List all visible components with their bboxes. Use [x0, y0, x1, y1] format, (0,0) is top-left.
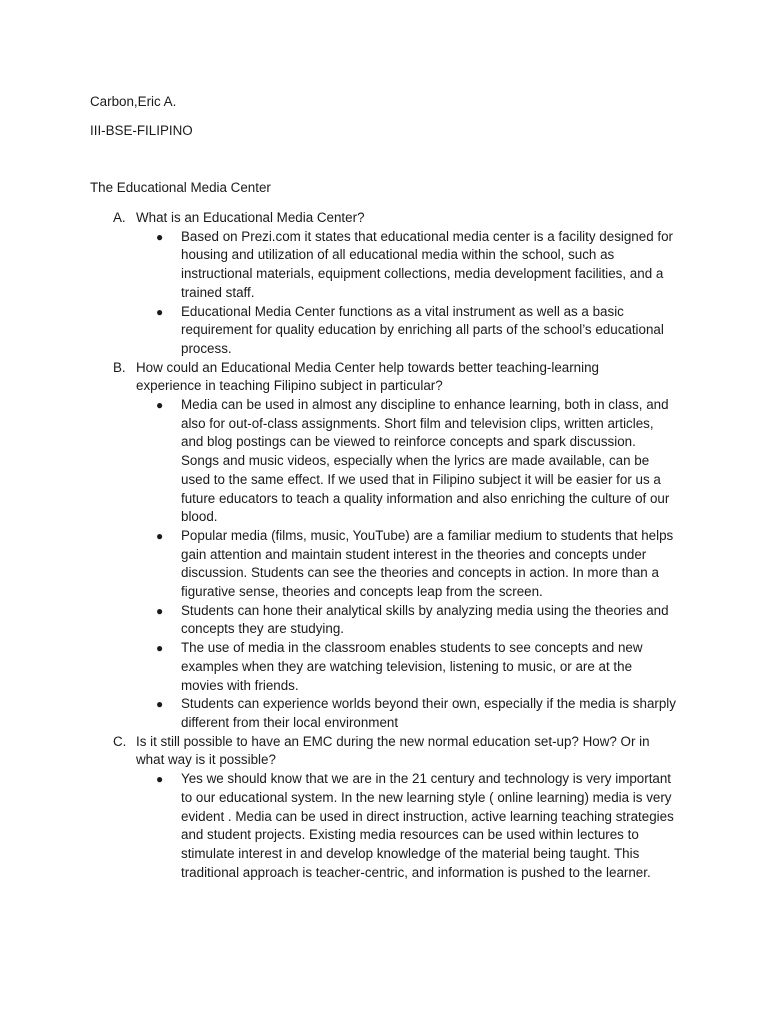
answer-text: Popular media (films, music, YouTube) are a familiar medium to students that helps gain attention and maintain student interest in the theories and concepts under discussion. Students can see the theories and concepts in action. In more than a figurative sense, theories and concepts leap from the screen. — [181, 527, 674, 600]
answer-bullet-list — [136, 396, 676, 733]
bullet-icon: ● — [156, 603, 164, 618]
answer-bullet — [156, 695, 676, 732]
answer-bullet — [156, 396, 676, 527]
answer-text: The use of media in the classroom enables students to see concepts and new examples when they are watching television, listening to music, or are at the movies with friends. — [181, 640, 643, 693]
course-label: III-BSE-FILIPINO — [90, 123, 193, 138]
answer-bullet — [156, 303, 676, 359]
answer-bullet — [156, 527, 676, 602]
bullet-icon: ● — [156, 398, 164, 413]
answer-text: Students can experience worlds beyond their own, especially if the media is sharply different from their local environment — [181, 696, 676, 730]
question-letter: C. — [113, 733, 127, 749]
bullet-icon: ● — [156, 697, 164, 712]
bullet-icon: ● — [156, 641, 164, 656]
answer-bullet-list — [136, 228, 673, 359]
answer-bullet — [156, 770, 676, 882]
answer-bullet-list — [136, 770, 674, 882]
answer-text: Yes we should know that we are in the 21 century and technology is very important to our educational system. In the new learning style ( online learning) media is very evident . Media can be used in direct instruction, active learning teaching strategies and student projects. Existing media resources can be used within lectures to stimulate interest in and develop knowledge of the material being taught. This traditional approach is teacher-centric, and information is pushed to the learner. — [181, 771, 674, 880]
bullet-icon: ● — [156, 528, 164, 543]
answer-text: Educational Media Center functions as a vital instrument as well as a basic requirement for quality education by enriching all parts of the school’s educational process. — [181, 303, 664, 356]
question-list — [0, 209, 768, 882]
document-title: The Educational Media Center — [90, 180, 271, 195]
question-item — [0, 209, 673, 359]
question-letter: B. — [113, 359, 126, 375]
bullet-icon: ● — [156, 304, 164, 319]
question-item — [0, 359, 676, 733]
question-text: What is an Educational Media Center? — [136, 210, 365, 225]
answer-text: Media can be used in almost any discipline to enhance learning, both in class, and also for out-of-class assignments. Short film and television clips, written articles, and blog postings can be viewed to reinforce concepts and spark discussion. Songs and music videos, especially when the lyrics are made available, can be used to the same effect. If we used that in Filipino subject it will be easier for us a future educators to teach a quality information and also enriching the culture of our blood. — [181, 397, 670, 525]
answer-text: Based on Prezi.com it states that educational media center is a facility designed for housing and utilization of all educational media within the school, such as instructional materials, equipment collections, media development facilities, and a trained staff. — [181, 228, 673, 300]
author-name: Carbon,Eric A. — [90, 94, 177, 109]
answer-text: Students can hone their analytical skills by analyzing media using the theories and concepts they are studying. — [181, 602, 669, 637]
question-item — [0, 733, 674, 883]
bullet-icon: ● — [156, 229, 164, 244]
question-text: How could an Educational Media Center help towards better teaching-learning experience in teaching Filipino subject in particular? — [136, 359, 599, 394]
answer-bullet — [156, 602, 676, 639]
answer-bullet — [156, 639, 676, 695]
question-letter: A. — [113, 210, 126, 225]
bullet-icon: ● — [156, 772, 164, 787]
question-text: Is it still possible to have an EMC during the new normal education set-up? How? Or in what way is it possible? — [136, 733, 650, 768]
answer-bullet — [156, 228, 676, 303]
